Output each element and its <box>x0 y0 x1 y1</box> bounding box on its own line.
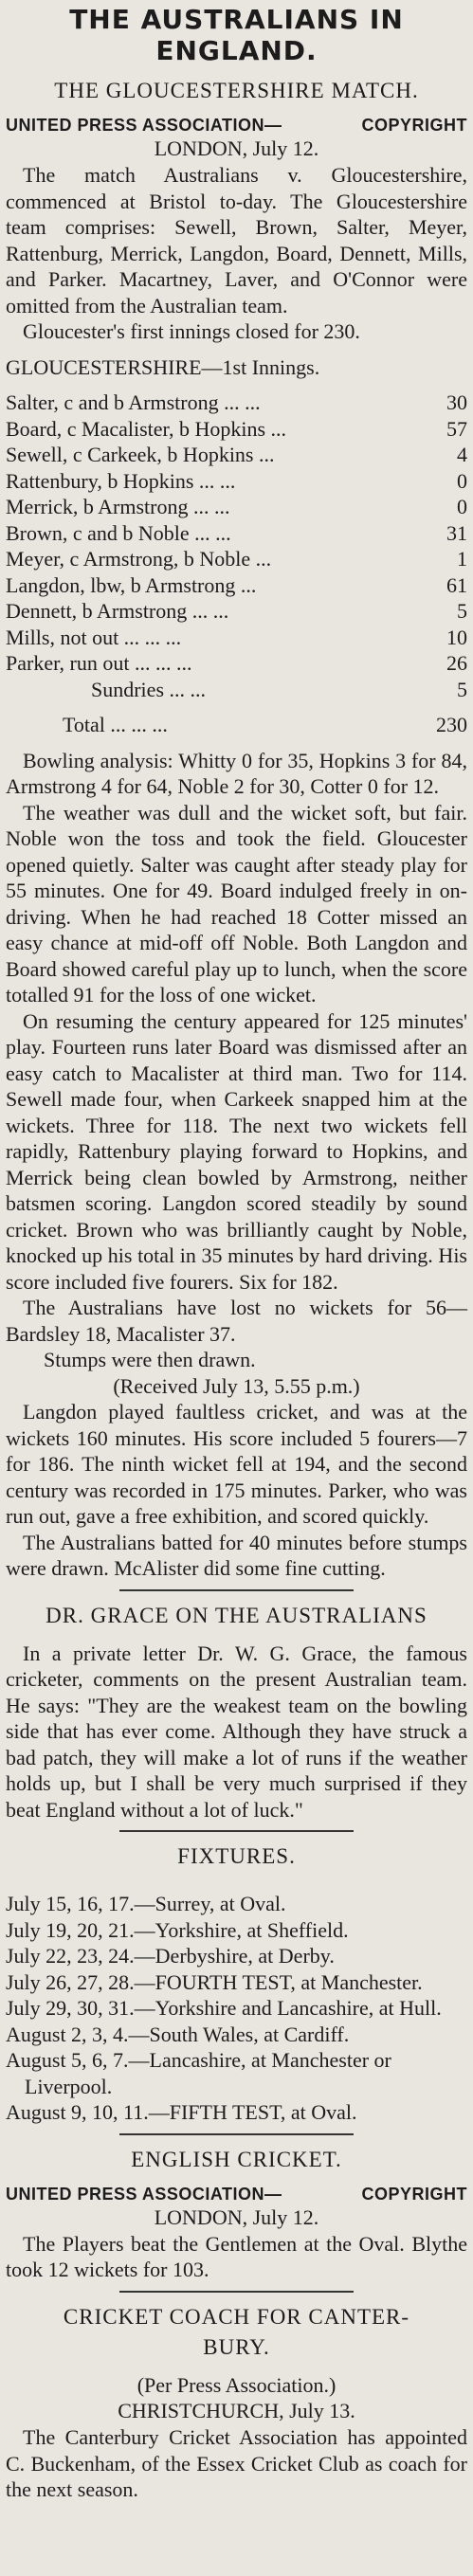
agency-name: UNITED PRESS ASSOCIATION <box>6 116 265 135</box>
score-row <box>6 494 467 520</box>
match-report-2: On resuming the century appeared for 125 minutes' play. Fourteen runs later Board was dismissed after an easy catch to Macalister at third man. Two for 114. Sewell made four, when Carkeek snapped him at the wickets. Three for 118. The next two wickets fell rapidly, Rattenbury playing forward to Hopkins, and Merrick being clean bowled by Armstrong, neither batsmen scoring. Langdon scored steadily by sound cricket. Brown who was brilliantly caught by Noble, knocked up his total in 35 minutes by hard driving. His score included five fourers. Six for 182. <box>6 1008 467 1294</box>
runs: 1 <box>457 547 467 571</box>
runs: 0 <box>457 495 467 518</box>
grace-body: In a private letter Dr. W. G. Grace, the famous cricketer, comments on the present Australian team. He says: "They are the weakest team on the bowling side that has ever come. Although they have struck a bad patch, they will make a lot of runs if the weather holds up, but I shall be very much surprised if they beat England without a lot of luck." <box>6 1641 467 1822</box>
score-row <box>6 650 467 677</box>
score-row <box>6 390 467 416</box>
gloucester-dateline: LONDON, July 12. <box>154 136 319 160</box>
batsman: Mills, not out ... ... ... <box>6 625 182 649</box>
score-row <box>6 546 467 572</box>
fixtures-list <box>6 1891 467 2126</box>
english-dateline: LONDON, July 12. <box>154 2204 319 2229</box>
runs: 61 <box>446 572 467 597</box>
runs: 26 <box>446 651 467 675</box>
copyright-label: COPYRIGHT <box>361 2184 467 2204</box>
batsman: Sewell, c Carkeek, b Hopkins ... <box>6 443 275 466</box>
australian-score: The Australians have lost no wickets for 56—Bardsley 18, Macalister 37. <box>6 1296 467 1346</box>
fixture-item: July 22, 23, 24.—Derbyshire, at Derby. <box>6 1944 335 1968</box>
divider <box>119 1830 354 1832</box>
scorecard <box>6 390 467 738</box>
copyright-label: COPYRIGHT <box>361 116 467 135</box>
gloucester-intro-1: The match Australians v. Gloucestershire, commenced at Bristol to-day. The Gloucestershire team comprises: Sewell, Brown, Salter, Meyer, Rattenburg, Merrick, Langdon, Board, Dennett, Mills, and Parker. Macartney, Laver, and O'Connor were omitted from the Australian team. <box>6 163 467 317</box>
coach-heading-1: CRICKET COACH FOR CANTER- <box>63 2304 410 2329</box>
sundries-row <box>6 677 467 703</box>
runs: 30 <box>446 390 467 414</box>
batsman: Dennett, b Armstrong ... ... <box>6 599 229 623</box>
coach-heading-2: BURY. <box>203 2334 270 2359</box>
agency-name: UNITED PRESS ASSOCIATION <box>6 2184 265 2204</box>
bowling-analysis: Bowling analysis: Whitty 0 for 35, Hopkins 3 for 84, Armstrong 4 for 64, Noble 2 for 30, Cotter 0 for 12. <box>6 748 467 798</box>
english-body: The Players beat the Gentlemen at the Oval. Blythe took 12 wickets for 103. <box>6 2231 467 2281</box>
divider <box>119 1589 354 1591</box>
match-report-4: The Australians batted for 40 minutes before stumps were drawn. McAlister did some fine cutting. <box>6 1530 467 1580</box>
fixture-item: July 29, 30, 31.—Yorkshire and Lancashire, at Hull. <box>6 1996 442 2020</box>
stumps-drawn: Stumps were then drawn. <box>44 1348 256 1371</box>
batsman: Parker, run out ... ... ... <box>6 651 192 675</box>
runs: 10 <box>446 625 467 649</box>
score-row <box>6 416 467 443</box>
english-heading: ENGLISH CRICKET. <box>131 2147 342 2171</box>
score-row <box>6 442 467 468</box>
coach-source: (Per Press Association.) <box>136 2372 337 2397</box>
runs: 0 <box>457 468 467 493</box>
fixture-item: August 9, 10, 11.—FIFTH TEST, at Oval. <box>6 2100 357 2124</box>
coach-dateline: CHRISTCHURCH, July 13. <box>118 2399 355 2422</box>
fixture-item: August 5, 6, 7.—Lancashire, at Manchester or Liverpool. <box>6 2048 391 2098</box>
page-banner: THE AUSTRALIANS IN ENGLAND. <box>69 4 404 66</box>
score-row <box>6 625 467 651</box>
gloucester-intro-2: Gloucester's first innings closed for 230. <box>23 319 360 343</box>
batsman: Brown, c and b Noble ... ... <box>6 520 231 545</box>
news-column <box>6 0 467 2503</box>
batsman: Rattenbury, b Hopkins ... ... <box>6 468 236 493</box>
gloucester-agency-line: UNITED PRESS ASSOCIATION— COPYRIGHT <box>6 116 467 135</box>
runs: 4 <box>457 443 467 466</box>
received-time: (Received July 13, 5.55 p.m.) <box>113 1373 360 1398</box>
divider <box>119 2133 354 2135</box>
sundries-label: Sundries ... ... <box>91 677 206 701</box>
fixture-item: July 19, 20, 21.—Yorkshire, at Sheffield. <box>6 1917 349 1942</box>
gloucester-heading: THE GLOUCESTERSHIRE MATCH. <box>54 79 419 102</box>
score-row <box>6 572 467 599</box>
fixtures-heading: FIXTURES. <box>177 1844 296 1868</box>
score-row <box>6 598 467 625</box>
runs: 31 <box>446 520 467 545</box>
batsman: Merrick, b Armstrong ... ... <box>6 495 230 518</box>
total-runs: 230 <box>436 713 467 736</box>
coach-body: The Canterbury Cricket Association has appointed C. Buckenham, of the Essex Cricket Club as coach for the next season. <box>6 2425 467 2501</box>
english-agency-line: UNITED PRESS ASSOCIATION— COPYRIGHT <box>6 2184 467 2204</box>
match-report-3: Langdon played faultless cricket, and was at the wickets 160 minutes. His score included 5 fourers—7 for 186. The ninth wicket fell at 194, and the second century was recorded in 175 minutes. Parker, who was run out, gave a free exhibition, and scored quickly. <box>6 1400 467 1528</box>
innings-heading: GLOUCESTERSHIRE—1st Innings. <box>6 354 320 379</box>
fixture-item: August 2, 3, 4.—South Wales, at Cardiff. <box>6 2022 350 2046</box>
sundries-runs: 5 <box>457 677 467 701</box>
batsman: Meyer, c Armstrong, b Noble ... <box>6 547 272 571</box>
score-row <box>6 520 467 547</box>
fixture-item: July 26, 27, 28.—FOURTH TEST, at Manchester. <box>6 1969 423 1994</box>
total-label: Total ... ... ... <box>63 713 168 736</box>
total-row <box>6 712 467 738</box>
fixture-item: July 15, 16, 17.—Surrey, at Oval. <box>6 1892 286 1915</box>
score-row <box>6 468 467 495</box>
runs: 57 <box>446 416 467 441</box>
grace-heading: DR. GRACE ON THE AUSTRALIANS <box>45 1603 428 1627</box>
match-report-1: The weather was dull and the wicket soft, but fair. Noble won the toss and took the field. Gloucester opened quietly. Salter was caught after steady play for 55 minutes. One for 49. Board indulged freely in on-driving. When he had reached 18 Cotter missed an easy chance at mid-off off Noble. Both Langdon and Board showed careful play up to lunch, when the score totalled 91 for the loss of one wicket. <box>6 800 467 1007</box>
divider <box>119 2291 354 2293</box>
batsman: Langdon, lbw, b Armstrong ... <box>6 572 257 597</box>
batsman: Salter, c and b Armstrong ... ... <box>6 390 261 414</box>
batsman: Board, c Macalister, b Hopkins ... <box>6 416 287 441</box>
runs: 5 <box>457 599 467 623</box>
